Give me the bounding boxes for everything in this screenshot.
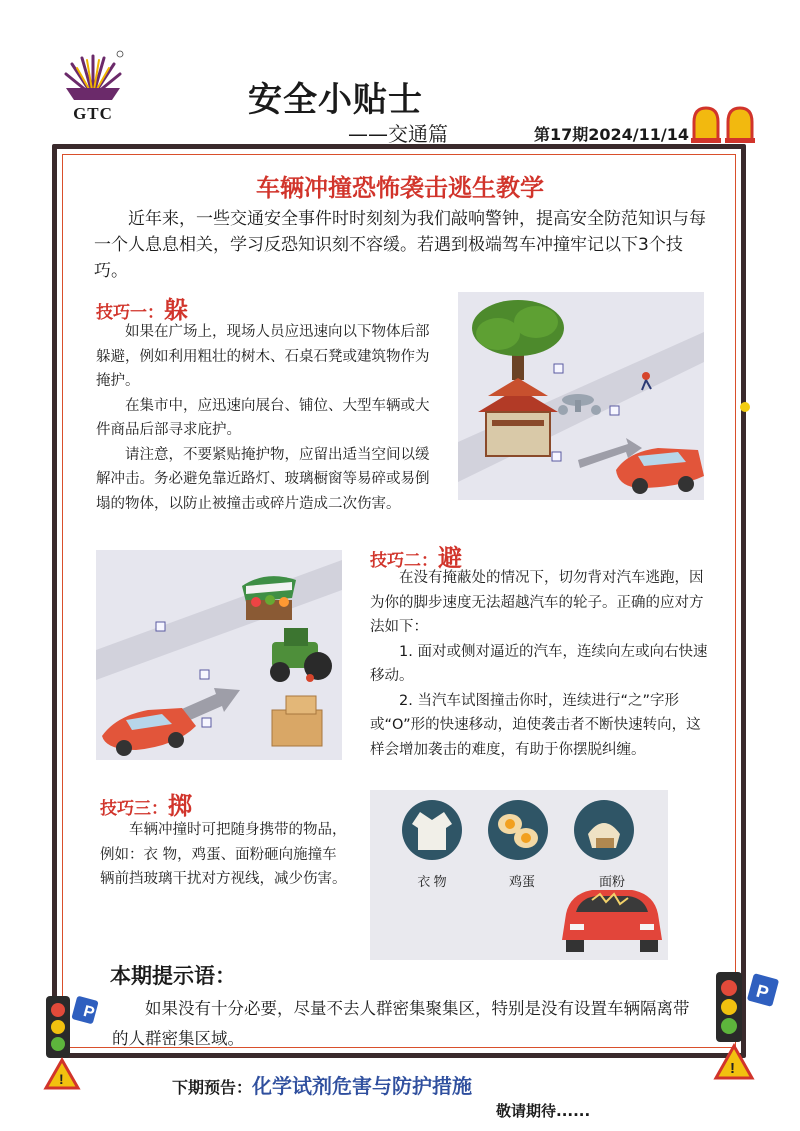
throw-item-label: 衣 物 (417, 874, 447, 889)
page-subtitle: ——交通篇 (348, 122, 448, 146)
tip2-keyword: 避 (438, 544, 462, 572)
tip3-title (100, 786, 192, 821)
tip3-paragraph: 车辆冲撞时可把随身携带的物品，例如：衣 物，鸡蛋、面粉砸向施撞车辆前挡玻璃干扰对方视线，减少伤害。 (100, 822, 347, 887)
issue-date: 第17期2024/11/14 (534, 125, 690, 144)
tip2-label: 技巧二： (370, 551, 438, 571)
tip1-paragraph: 如果在广场上，现场人员应迅速向以下物体后部躲避，例如利用粗壮的树木、石桌石凳或建筑物作为掩护。 (96, 324, 430, 389)
reminder-text: 如果没有十分必要，尽量不去人群密集聚集区，特别是没有设置车辆隔离带的人群密集区域。 (112, 999, 690, 1048)
tip3-body (100, 818, 350, 892)
tip2-paragraph: 1. 面对或侧对逼近的汽车，连续向左或向右快速移动。 (370, 643, 708, 684)
svg-text:P: P (81, 1002, 97, 1023)
tip1-body (96, 320, 436, 516)
tip1-keyword: 躲 (164, 296, 188, 324)
reminder-title: 本期提示语： (110, 964, 236, 988)
plaza-hiding-illustration (458, 292, 704, 500)
throw-item-label: 鸡蛋 (508, 874, 536, 889)
tip2-body (370, 566, 710, 762)
closing-text: 敬请期待...... (496, 1102, 591, 1120)
throw-item-label: 面粉 (598, 874, 626, 889)
intro-paragraph: 近年来，一些交通安全事件时时刻刻为我们敲响警钟，提高安全防范知识与每一个人息息相关，学习反恐知识刻不容缓。若遇到极端驾车冲撞牢记以下3个技巧。 (94, 209, 706, 281)
tip3-label: 技巧三： (100, 799, 168, 819)
next-issue-label: 下期预告： (172, 1078, 253, 1097)
traffic-light-icon (40, 990, 110, 1090)
market-dodging-illustration (96, 550, 342, 760)
svg-text:!: ! (730, 1060, 735, 1077)
frame-dot (740, 402, 750, 412)
svg-text:!: ! (59, 1071, 64, 1087)
svg-text:P: P (754, 980, 771, 1004)
tip1-label: 技巧一： (96, 303, 164, 323)
next-issue-preview (172, 1070, 472, 1099)
article-headline: 车辆冲撞恐怖袭击逃生教学 (256, 174, 544, 202)
tip3-keyword: 掷 (168, 792, 192, 820)
tip1-paragraph: 在集市中，应迅速向展台、铺位、大型车辆或大件商品后部寻求庇护。 (96, 397, 430, 438)
traffic-light-icon (702, 966, 786, 1080)
tip2-paragraph: 2. 当汽车试图撞击你时，连续进行“之”字形或“O”形的快速移动，迫使袭击者不断快速转向，这样会增加袭击的难度，有助于你摆脱纠缠。 (370, 692, 701, 758)
tip2-paragraph: 在没有掩蔽处的情况下，切勿背对汽车逃跑，因为你的脚步速度无法超越汽车的轮子。正确的应对方法如下： (370, 570, 704, 635)
tip1-paragraph: 请注意，不要紧贴掩护物，应留出适当空间以缓解冲击。务必避免靠近路灯、玻璃橱窗等易碎或易倒塌的物体，以防止被撞击或碎片造成二次伤害。 (96, 446, 430, 512)
logo-text: GTC (73, 104, 113, 123)
next-issue-topic: 化学试剂危害与防护措施 (252, 1074, 473, 1098)
warning-lamps-icon (690, 104, 756, 144)
throw-items-illustration (370, 790, 668, 960)
page-title: 安全小贴士 (248, 80, 423, 120)
